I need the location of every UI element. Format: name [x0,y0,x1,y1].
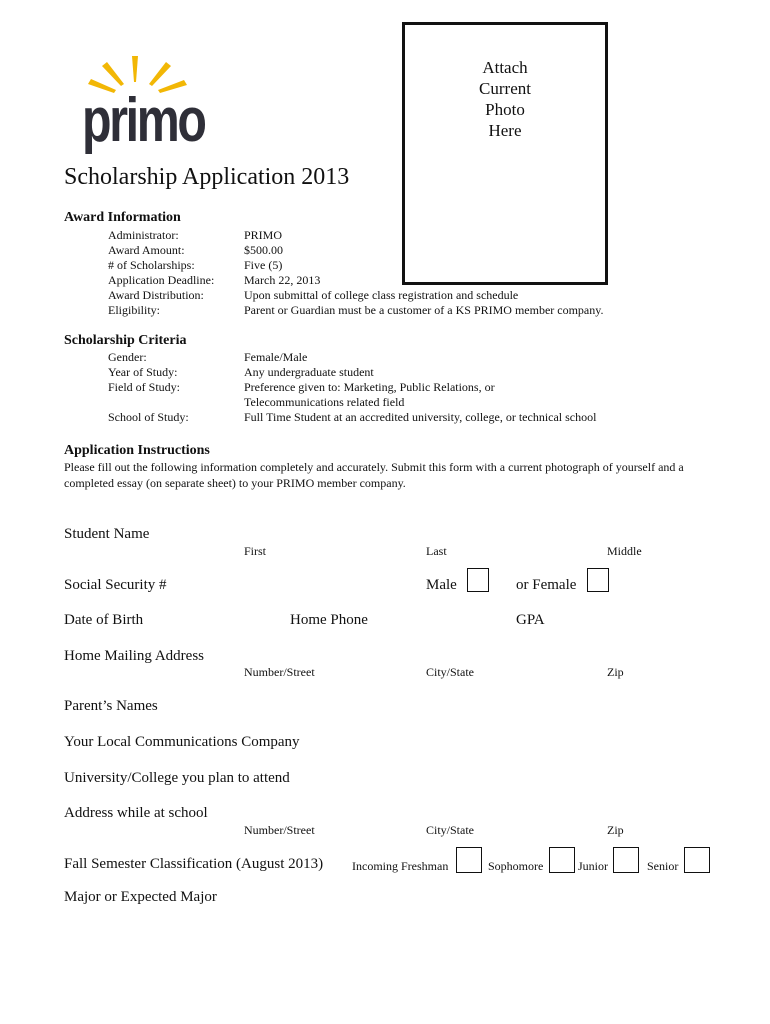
criteria-label: Field of Study: [108,380,181,394]
photo-line-4: Here [488,121,522,140]
dob-label: Date of Birth [64,612,144,628]
major-label: Major or Expected Major [64,889,217,905]
photo-line-2: Current [479,79,531,98]
award-value: Parent or Guardian must be a customer of a KS PRIMO member company. [244,303,604,317]
zip-caption: Zip [607,665,624,679]
sophomore-checkbox[interactable] [549,847,575,873]
city-state-caption: City/State [426,823,474,837]
criteria-value: Any undergraduate student [244,365,374,379]
city-state-caption: City/State [426,665,474,679]
award-label: Award Amount: [108,243,185,257]
middle-name-caption: Middle [607,544,642,558]
criteria-value: Full Time Student at an accredited university, college, or technical school [244,410,597,424]
award-value: Upon submittal of college class registration and schedule [244,288,519,302]
photo-box[interactable] [402,22,608,285]
zip-caption: Zip [607,823,624,837]
first-name-caption: First [244,544,267,558]
mailing-address-label: Home Mailing Address [64,648,204,664]
gpa-label: GPA [516,612,545,628]
male-checkbox[interactable] [467,568,489,592]
university-label: University/College you plan to attend [64,770,290,786]
criteria-value: Female/Male [244,350,308,364]
criteria-label: School of Study: [108,410,189,424]
ssn-label: Social Security # [64,577,167,593]
instructions-heading: Application Instructions [64,443,210,458]
criteria-label: Year of Study: [108,365,178,379]
award-info-heading: Award Information [64,210,181,225]
fall-classification-label: Fall Semester Classification (August 2013) [64,856,324,872]
photo-line-1: Attach [482,58,528,77]
sophomore-label: Sophomore [488,859,544,873]
award-label: Eligibility: [108,303,161,317]
junior-checkbox[interactable] [613,847,639,873]
freshman-checkbox[interactable] [456,847,482,873]
award-label: Application Deadline: [108,273,215,287]
female-checkbox[interactable] [587,568,609,592]
criteria-label: Gender: [108,350,147,364]
school-address-label: Address while at school [64,805,208,821]
award-label: Administrator: [108,228,179,242]
female-label: or Female [516,577,577,593]
criteria-value: Telecommunications related field [244,395,405,409]
award-value: Five (5) [244,258,283,272]
home-phone-label: Home Phone [290,612,368,628]
photo-line-3: Photo [485,100,525,119]
senior-checkbox[interactable] [684,847,710,873]
last-name-caption: Last [426,544,447,558]
logo-wordmark: primo [82,86,205,155]
local-company-label: Your Local Communications Company [64,734,300,750]
criteria-value: Preference given to: Marketing, Public Relations, or [244,380,495,394]
parents-names-label: Parent’s Names [64,698,158,714]
award-value: PRIMO [244,228,283,242]
junior-label: Junior [578,859,608,873]
criteria-heading: Scholarship Criteria [64,333,187,348]
student-name-label: Student Name [64,526,150,542]
male-label: Male [426,577,457,593]
page-title: Scholarship Application 2013 [64,164,350,190]
award-label: # of Scholarships: [108,258,195,272]
primo-logo [82,52,217,155]
instructions-text: Please fill out the following information completely and accurately. Submit this form with a current photograph of yourself and a completed essay (on separate sheet) to your PRIMO member company. [64,460,684,490]
senior-label: Senior [647,859,679,873]
street-caption: Number/Street [244,665,315,679]
award-value: $500.00 [244,243,283,257]
award-value: March 22, 2013 [244,273,321,287]
freshman-label: Incoming Freshman [352,859,449,873]
street-caption: Number/Street [244,823,315,837]
award-label: Award Distribution: [108,288,204,302]
